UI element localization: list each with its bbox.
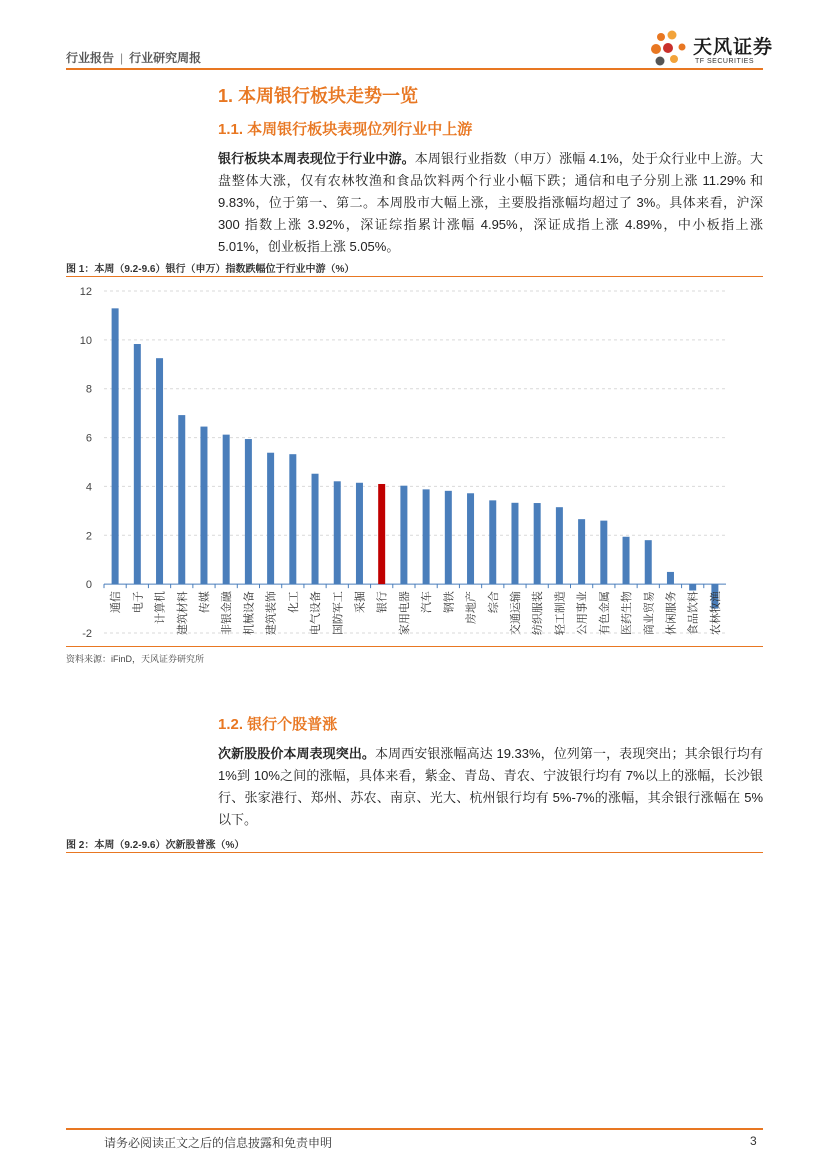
bar — [556, 507, 563, 584]
figure-2-title: 图 2：本周（9.2-9.6）次新股普涨（%） — [66, 840, 245, 851]
bar — [200, 427, 207, 585]
bar — [645, 540, 652, 584]
bar — [312, 474, 319, 584]
x-category-label: 国防军工 — [331, 591, 345, 636]
footer-disclaimer: 请务必阅读正文之后的信息披露和免责申明 — [104, 1136, 333, 1150]
paragraph-1-body: 本周银行业指数（申万）涨幅 4.1%，处于众行业中上游。大盘整体大涨，仅有农林牧渔和食品饮料两个行业小幅下跌；通信和电子分别上涨 11.29% 和 9.83%，位于第一、第二。本周股市大幅上涨，主要股指涨幅均超过了 3%。具体来看，沪深 300 指数上涨 3.92%，深证综指累计涨幅 4.95%，深证成指上涨 4.89%，中小板指上涨 5.01%，创业板指上涨 5.05%。 — [218, 151, 763, 254]
x-category-label: 有色金属 — [597, 591, 611, 636]
x-category-label: 轻工制造 — [553, 591, 567, 636]
section-heading-1: 1. 本周银行板块走势一览 — [218, 86, 419, 106]
bar — [667, 572, 674, 584]
x-category-label: 交通运输 — [508, 591, 522, 636]
y-tick-label: 6 — [85, 432, 92, 445]
x-category-label: 食品饮料 — [686, 591, 700, 636]
y-tick-label: 0 — [85, 579, 92, 592]
bar — [423, 489, 430, 584]
bar — [156, 358, 163, 584]
bar — [267, 453, 274, 584]
y-tick-label: 12 — [79, 286, 92, 298]
x-category-label: 房地产 — [464, 591, 478, 625]
paragraph-2-body: 本周西安银涨幅高达 19.33%，位列第一，表现突出；其余银行均有 1%到 10%之间的涨幅，具体来看，紫金、青岛、青农、宁波银行均有 7%以上的涨幅，长沙银行、张家港行、郑州、苏农、南京、光大、杭州银行均有 5%-7%的涨幅，其余银行涨幅在 5%以下。 — [218, 746, 763, 827]
paragraph-1 — [218, 148, 763, 258]
x-category-label: 纺织服装 — [531, 591, 545, 636]
header-rule — [66, 68, 763, 70]
bar — [400, 486, 407, 584]
y-tick-label: 8 — [85, 383, 92, 396]
bar — [223, 435, 230, 585]
report-type-a: 行业报告 — [66, 51, 115, 65]
y-tick-label: 2 — [85, 530, 92, 543]
x-category-label: 商业贸易 — [642, 591, 656, 636]
source-note: 资料来源：iFinD，天风证券研究所 — [66, 654, 205, 664]
x-category-label: 休闲服务 — [664, 591, 678, 636]
page-number: 3 — [750, 1134, 757, 1148]
footer-rule — [66, 1128, 763, 1130]
x-category-label: 电子 — [131, 591, 145, 614]
x-category-label: 钢铁 — [442, 591, 456, 614]
x-category-label: 综合 — [486, 591, 500, 614]
x-category-label: 计算机 — [153, 591, 167, 625]
paragraph-2-lead: 次新股股价本周表现突出。 — [218, 746, 376, 761]
bar — [112, 308, 119, 584]
x-category-label: 建筑材料 — [175, 591, 189, 636]
bar — [289, 454, 296, 584]
bar — [245, 439, 252, 584]
section-heading-1-1: 1.1. 本周银行板块表现位列行业中上游 — [218, 121, 473, 138]
x-category-label: 农林牧渔 — [708, 591, 722, 636]
figure-1-bottom-rule — [66, 646, 763, 647]
bar — [534, 503, 541, 584]
x-category-label: 机械设备 — [242, 591, 256, 636]
figure-1-title: 图 1：本周（9.2-9.6）银行（申万）指数跌幅位于行业中游（%） — [66, 264, 355, 275]
bar — [600, 521, 607, 585]
figure-1-top-rule — [66, 276, 763, 277]
x-category-label: 通信 — [109, 591, 123, 614]
paragraph-2 — [218, 743, 763, 831]
bar — [134, 344, 141, 584]
x-category-label: 非银金融 — [220, 591, 234, 636]
header-separator: | — [120, 51, 124, 65]
y-tick-label: 10 — [79, 334, 92, 347]
bar — [356, 483, 363, 584]
x-category-label: 银行 — [375, 591, 389, 614]
bar — [578, 519, 585, 584]
x-category-label: 电气设备 — [309, 591, 323, 636]
bar — [178, 415, 185, 584]
report-type-b: 行业研究周报 — [129, 51, 202, 65]
bar — [623, 537, 630, 584]
report-type — [66, 49, 201, 66]
y-tick-label: -2 — [82, 628, 92, 640]
logo-name-cn: 天风证券 — [693, 37, 774, 58]
industry-bar-chart — [66, 280, 746, 644]
bar — [689, 584, 696, 590]
x-category-label: 公用事业 — [575, 591, 589, 636]
logo-name-en: TF SECURITIES — [695, 58, 755, 65]
x-category-label: 家用电器 — [397, 591, 411, 636]
paragraph-1-lead: 银行板块本周表现位于行业中游。 — [218, 151, 415, 166]
bar — [378, 484, 385, 584]
x-category-label: 建筑装饰 — [264, 591, 278, 636]
figure-2-top-rule — [66, 852, 763, 853]
y-tick-label: 4 — [85, 481, 92, 494]
x-category-label: 汽车 — [420, 591, 434, 614]
x-category-label: 传媒 — [197, 591, 211, 614]
section-heading-1-2: 1.2. 银行个股普涨 — [218, 716, 338, 733]
bar — [467, 493, 474, 584]
x-category-label: 化工 — [286, 591, 300, 614]
bar — [489, 500, 496, 584]
x-category-label: 采掘 — [353, 591, 367, 614]
bar — [445, 491, 452, 584]
bar — [334, 481, 341, 584]
bar — [511, 503, 518, 584]
x-category-label: 医药生物 — [620, 591, 634, 636]
